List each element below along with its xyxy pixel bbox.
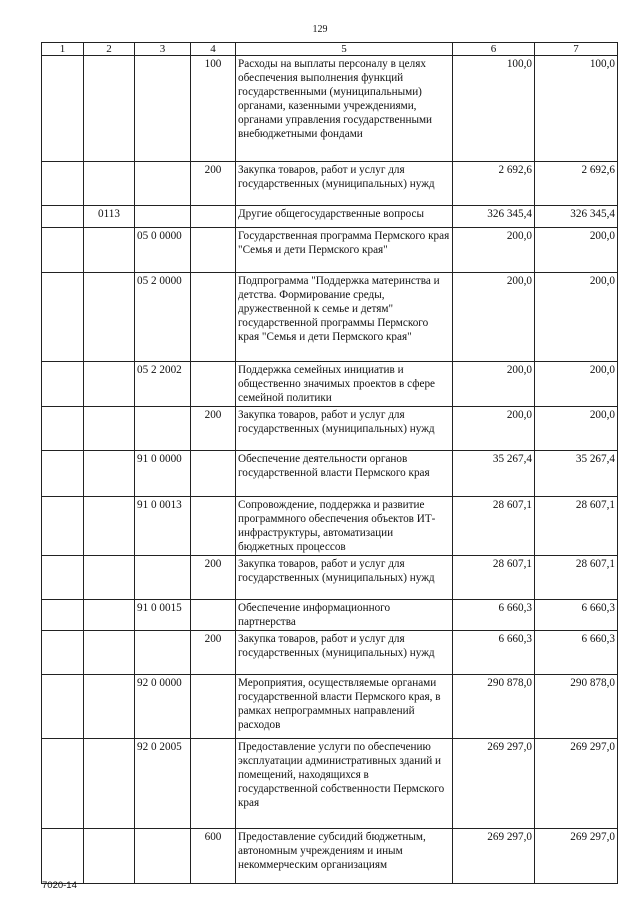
cell-expense-type	[191, 273, 236, 362]
cell-section: 0113	[84, 206, 135, 228]
cell-section	[84, 451, 135, 497]
cell-name: Предоставление субсидий бюджетным, автономным учреждениям и иным некоммерческим организациям	[236, 829, 453, 884]
cell-section	[84, 497, 135, 556]
cell-name: Расходы на выплаты персоналу в целях обеспечения выполнения функций государственными (муниципальными) органами, казенными учреждениями, органами управления государственными внебюджетными фондами	[236, 56, 453, 162]
cell-col1	[42, 497, 84, 556]
table-row	[42, 600, 618, 631]
cell-section	[84, 556, 135, 600]
table-row	[42, 228, 618, 273]
cell-amount-7: 269 297,0	[535, 829, 618, 884]
cell-expense-type: 100	[191, 56, 236, 162]
table-row	[42, 739, 618, 829]
cell-amount-7: 200,0	[535, 362, 618, 407]
cell-amount-7: 269 297,0	[535, 739, 618, 829]
cell-col1	[42, 556, 84, 600]
cell-amount-6: 269 297,0	[453, 829, 535, 884]
document-code: 7020-14	[42, 880, 77, 891]
cell-section	[84, 600, 135, 631]
cell-target-article: 91 0 0015	[135, 600, 191, 631]
cell-name: Подпрограмма "Поддержка материнства и детства. Формирование среды, дружественной к семье и детям" государственной программы Пермского края "Семья и дети Пермского края"	[236, 273, 453, 362]
cell-amount-6: 200,0	[453, 273, 535, 362]
table-row	[42, 556, 618, 600]
table-row	[42, 206, 618, 228]
cell-amount-7: 6 660,3	[535, 631, 618, 675]
cell-expense-type: 200	[191, 556, 236, 600]
column-header: 4	[191, 43, 236, 56]
cell-section	[84, 829, 135, 884]
cell-section	[84, 739, 135, 829]
cell-expense-type: 200	[191, 631, 236, 675]
cell-name: Обеспечение информационного партнерства	[236, 600, 453, 631]
cell-col1	[42, 829, 84, 884]
cell-expense-type	[191, 739, 236, 829]
cell-target-article	[135, 407, 191, 451]
cell-expense-type	[191, 675, 236, 739]
cell-amount-6: 28 607,1	[453, 556, 535, 600]
cell-section	[84, 162, 135, 206]
cell-amount-7: 2 692,6	[535, 162, 618, 206]
cell-amount-7: 200,0	[535, 273, 618, 362]
cell-col1	[42, 273, 84, 362]
cell-target-article: 91 0 0000	[135, 451, 191, 497]
column-header: 7	[535, 43, 618, 56]
cell-target-article: 91 0 0013	[135, 497, 191, 556]
table-row	[42, 56, 618, 162]
column-header: 2	[84, 43, 135, 56]
cell-expense-type	[191, 451, 236, 497]
cell-expense-type	[191, 206, 236, 228]
cell-amount-7: 326 345,4	[535, 206, 618, 228]
cell-expense-type: 200	[191, 162, 236, 206]
table-row	[42, 497, 618, 556]
cell-section	[84, 273, 135, 362]
cell-target-article	[135, 631, 191, 675]
cell-section	[84, 362, 135, 407]
cell-section	[84, 631, 135, 675]
cell-expense-type	[191, 600, 236, 631]
cell-amount-7: 100,0	[535, 56, 618, 162]
cell-col1	[42, 631, 84, 675]
cell-amount-6: 35 267,4	[453, 451, 535, 497]
cell-amount-7: 35 267,4	[535, 451, 618, 497]
cell-target-article: 92 0 0000	[135, 675, 191, 739]
cell-target-article: 92 0 2005	[135, 739, 191, 829]
cell-target-article	[135, 206, 191, 228]
cell-name: Закупка товаров, работ и услуг для государственных (муниципальных) нужд	[236, 556, 453, 600]
table-row	[42, 407, 618, 451]
cell-expense-type	[191, 228, 236, 273]
cell-col1	[42, 675, 84, 739]
cell-amount-7: 200,0	[535, 407, 618, 451]
cell-col1	[42, 451, 84, 497]
cell-amount-6: 290 878,0	[453, 675, 535, 739]
cell-amount-6: 200,0	[453, 228, 535, 273]
cell-expense-type: 600	[191, 829, 236, 884]
cell-amount-6: 28 607,1	[453, 497, 535, 556]
cell-name: Предоставление услуги по обеспечению эксплуатации административных зданий и помещений, находящихся в государственной собственности Пермского края	[236, 739, 453, 829]
cell-name: Закупка товаров, работ и услуг для государственных (муниципальных) нужд	[236, 631, 453, 675]
table-row	[42, 362, 618, 407]
cell-name: Обеспечение деятельности органов государственной власти Пермского края	[236, 451, 453, 497]
cell-target-article	[135, 162, 191, 206]
cell-name: Сопровождение, поддержка и развитие программного обеспечения объектов ИТ-инфраструктуры, автоматизации бюджетных процессов	[236, 497, 453, 556]
cell-target-article	[135, 56, 191, 162]
table-header-row	[42, 43, 618, 56]
page-number: 129	[312, 24, 328, 35]
cell-amount-6: 100,0	[453, 56, 535, 162]
cell-name: Закупка товаров, работ и услуг для государственных (муниципальных) нужд	[236, 407, 453, 451]
cell-col1	[42, 162, 84, 206]
cell-amount-6: 6 660,3	[453, 631, 535, 675]
cell-col1	[42, 56, 84, 162]
cell-amount-6: 6 660,3	[453, 600, 535, 631]
cell-section	[84, 228, 135, 273]
cell-amount-7: 200,0	[535, 228, 618, 273]
budget-table	[41, 42, 618, 884]
cell-col1	[42, 407, 84, 451]
column-header: 3	[135, 43, 191, 56]
table-row	[42, 631, 618, 675]
cell-expense-type: 200	[191, 407, 236, 451]
cell-name: Поддержка семейных инициатив и общественно значимых проектов в сфере семейной политики	[236, 362, 453, 407]
cell-col1	[42, 206, 84, 228]
cell-amount-7: 290 878,0	[535, 675, 618, 739]
column-header: 5	[236, 43, 453, 56]
cell-name: Закупка товаров, работ и услуг для государственных (муниципальных) нужд	[236, 162, 453, 206]
cell-section	[84, 675, 135, 739]
cell-amount-7: 6 660,3	[535, 600, 618, 631]
cell-target-article: 05 2 0000	[135, 273, 191, 362]
cell-name: Мероприятия, осуществляемые органами государственной власти Пермского края, в рамках непрограммных направлений расходов	[236, 675, 453, 739]
cell-amount-6: 326 345,4	[453, 206, 535, 228]
cell-col1	[42, 362, 84, 407]
cell-col1	[42, 228, 84, 273]
cell-section	[84, 407, 135, 451]
cell-col1	[42, 739, 84, 829]
cell-target-article	[135, 829, 191, 884]
table-row	[42, 162, 618, 206]
cell-expense-type	[191, 362, 236, 407]
column-header: 1	[42, 43, 84, 56]
cell-name: Другие общегосударственные вопросы	[236, 206, 453, 228]
cell-amount-6: 200,0	[453, 407, 535, 451]
cell-amount-7: 28 607,1	[535, 497, 618, 556]
table-row	[42, 675, 618, 739]
cell-amount-7: 28 607,1	[535, 556, 618, 600]
cell-amount-6: 200,0	[453, 362, 535, 407]
table-row	[42, 451, 618, 497]
cell-section	[84, 56, 135, 162]
cell-amount-6: 269 297,0	[453, 739, 535, 829]
cell-target-article	[135, 556, 191, 600]
cell-expense-type	[191, 497, 236, 556]
cell-target-article: 05 0 0000	[135, 228, 191, 273]
cell-amount-6: 2 692,6	[453, 162, 535, 206]
table-row	[42, 273, 618, 362]
cell-target-article: 05 2 2002	[135, 362, 191, 407]
table-row	[42, 829, 618, 884]
cell-col1	[42, 600, 84, 631]
cell-name: Государственная программа Пермского края "Семья и дети Пермского края"	[236, 228, 453, 273]
column-header: 6	[453, 43, 535, 56]
